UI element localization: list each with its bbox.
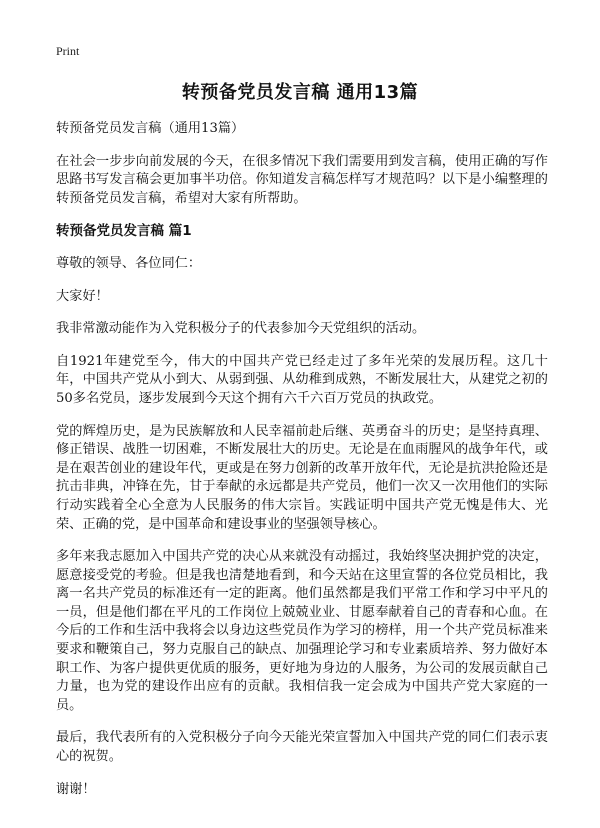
print-link[interactable]: Print bbox=[56, 44, 80, 58]
body-paragraph: 自1921年建党至今，伟大的中国共产党已经走过了多年光荣的发展历程。这几十年，中国共产党从小到大、从弱到强、从幼稚到成熟，不断发展壮大，从建党之初的50多名党员，逐步发展到今天这个拥有六千六百万党员的执政党。 bbox=[56, 353, 548, 406]
document-body bbox=[56, 120, 548, 813]
document-subtitle: 转预备党员发言稿（通用13篇） bbox=[56, 121, 245, 136]
document-title: 转预备党员发言稿 通用13篇 bbox=[181, 82, 419, 103]
body-paragraph: 我非常激动能作为入党积极分子的代表参加今天党组织的活动。 bbox=[56, 321, 426, 337]
body-paragraph: 最后，我代表所有的入党积极分子向今天能光荣宣誓加入中国共产党的同仁们表示衷心的祝贺。 bbox=[56, 730, 548, 765]
body-paragraph: 党的辉煌历史，是为民族解放和人民幸福前赴后继、英勇奋斗的历史；是坚持真理、修正错误、战胜一切困难，不断发展壮大的历史。无论是在血雨腥风的战争年代，或是在艰苦创业的建设年代，更或是在努力创新的改革开放年代，无论是抗洪抢险还是抗击非典，冲锋在先，甘于奉献的永远都是共产党员，他们一次又一次用他们的实际行动实践着全心全意为人民服务的伟大宗旨。实践证明中国共产党无愧是伟大、光荣、正确的党，是中国革命和建设事业的坚强领导核心。 bbox=[56, 423, 548, 532]
intro-paragraph: 在社会一步步向前发展的今天，在很多情况下我们需要用到发言稿，使用正确的写作思路书写发言稿会更加事半功倍。你知道发言稿怎样写才规范吗？以下是小编整理的转预备党员发言稿，希望对大家有所帮助。 bbox=[56, 153, 548, 206]
closing-line: 谢谢！ bbox=[56, 781, 96, 797]
section-heading: 转预备党员发言稿 篇1 bbox=[56, 223, 192, 240]
greeting-line: 尊敬的领导、各位同仁： bbox=[56, 255, 202, 271]
body-paragraph: 多年来我志愿加入中国共产党的决心从来就没有动摇过，我始终坚决拥护党的决定，愿意接受党的考验。但是我也清楚地看到，和今天站在这里宣誓的各位党员相比，我离一名共产党员的标准还有一定的距离。他们虽然都是我们平常工作和学习中平凡的一员，但是他们都在平凡的工作岗位上兢兢业业、甘愿奉献着自己的青春和心血。在今后的工作和生活中我将会以身边这些党员作为学习的榜样，用一个共产党员标准来要求和鞭策自己，努力克服自己的缺点、加强理论学习和专业素质培养、努力做好本职工作、为客户提供更优质的服务，更好地为身边的人服务，为公司的发展贡献自己力量，也为党的建设作出应有的贡献。我相信我一定会成为中国共产党大家庭的一员。 bbox=[56, 549, 548, 713]
hello-line: 大家好！ bbox=[56, 288, 109, 304]
